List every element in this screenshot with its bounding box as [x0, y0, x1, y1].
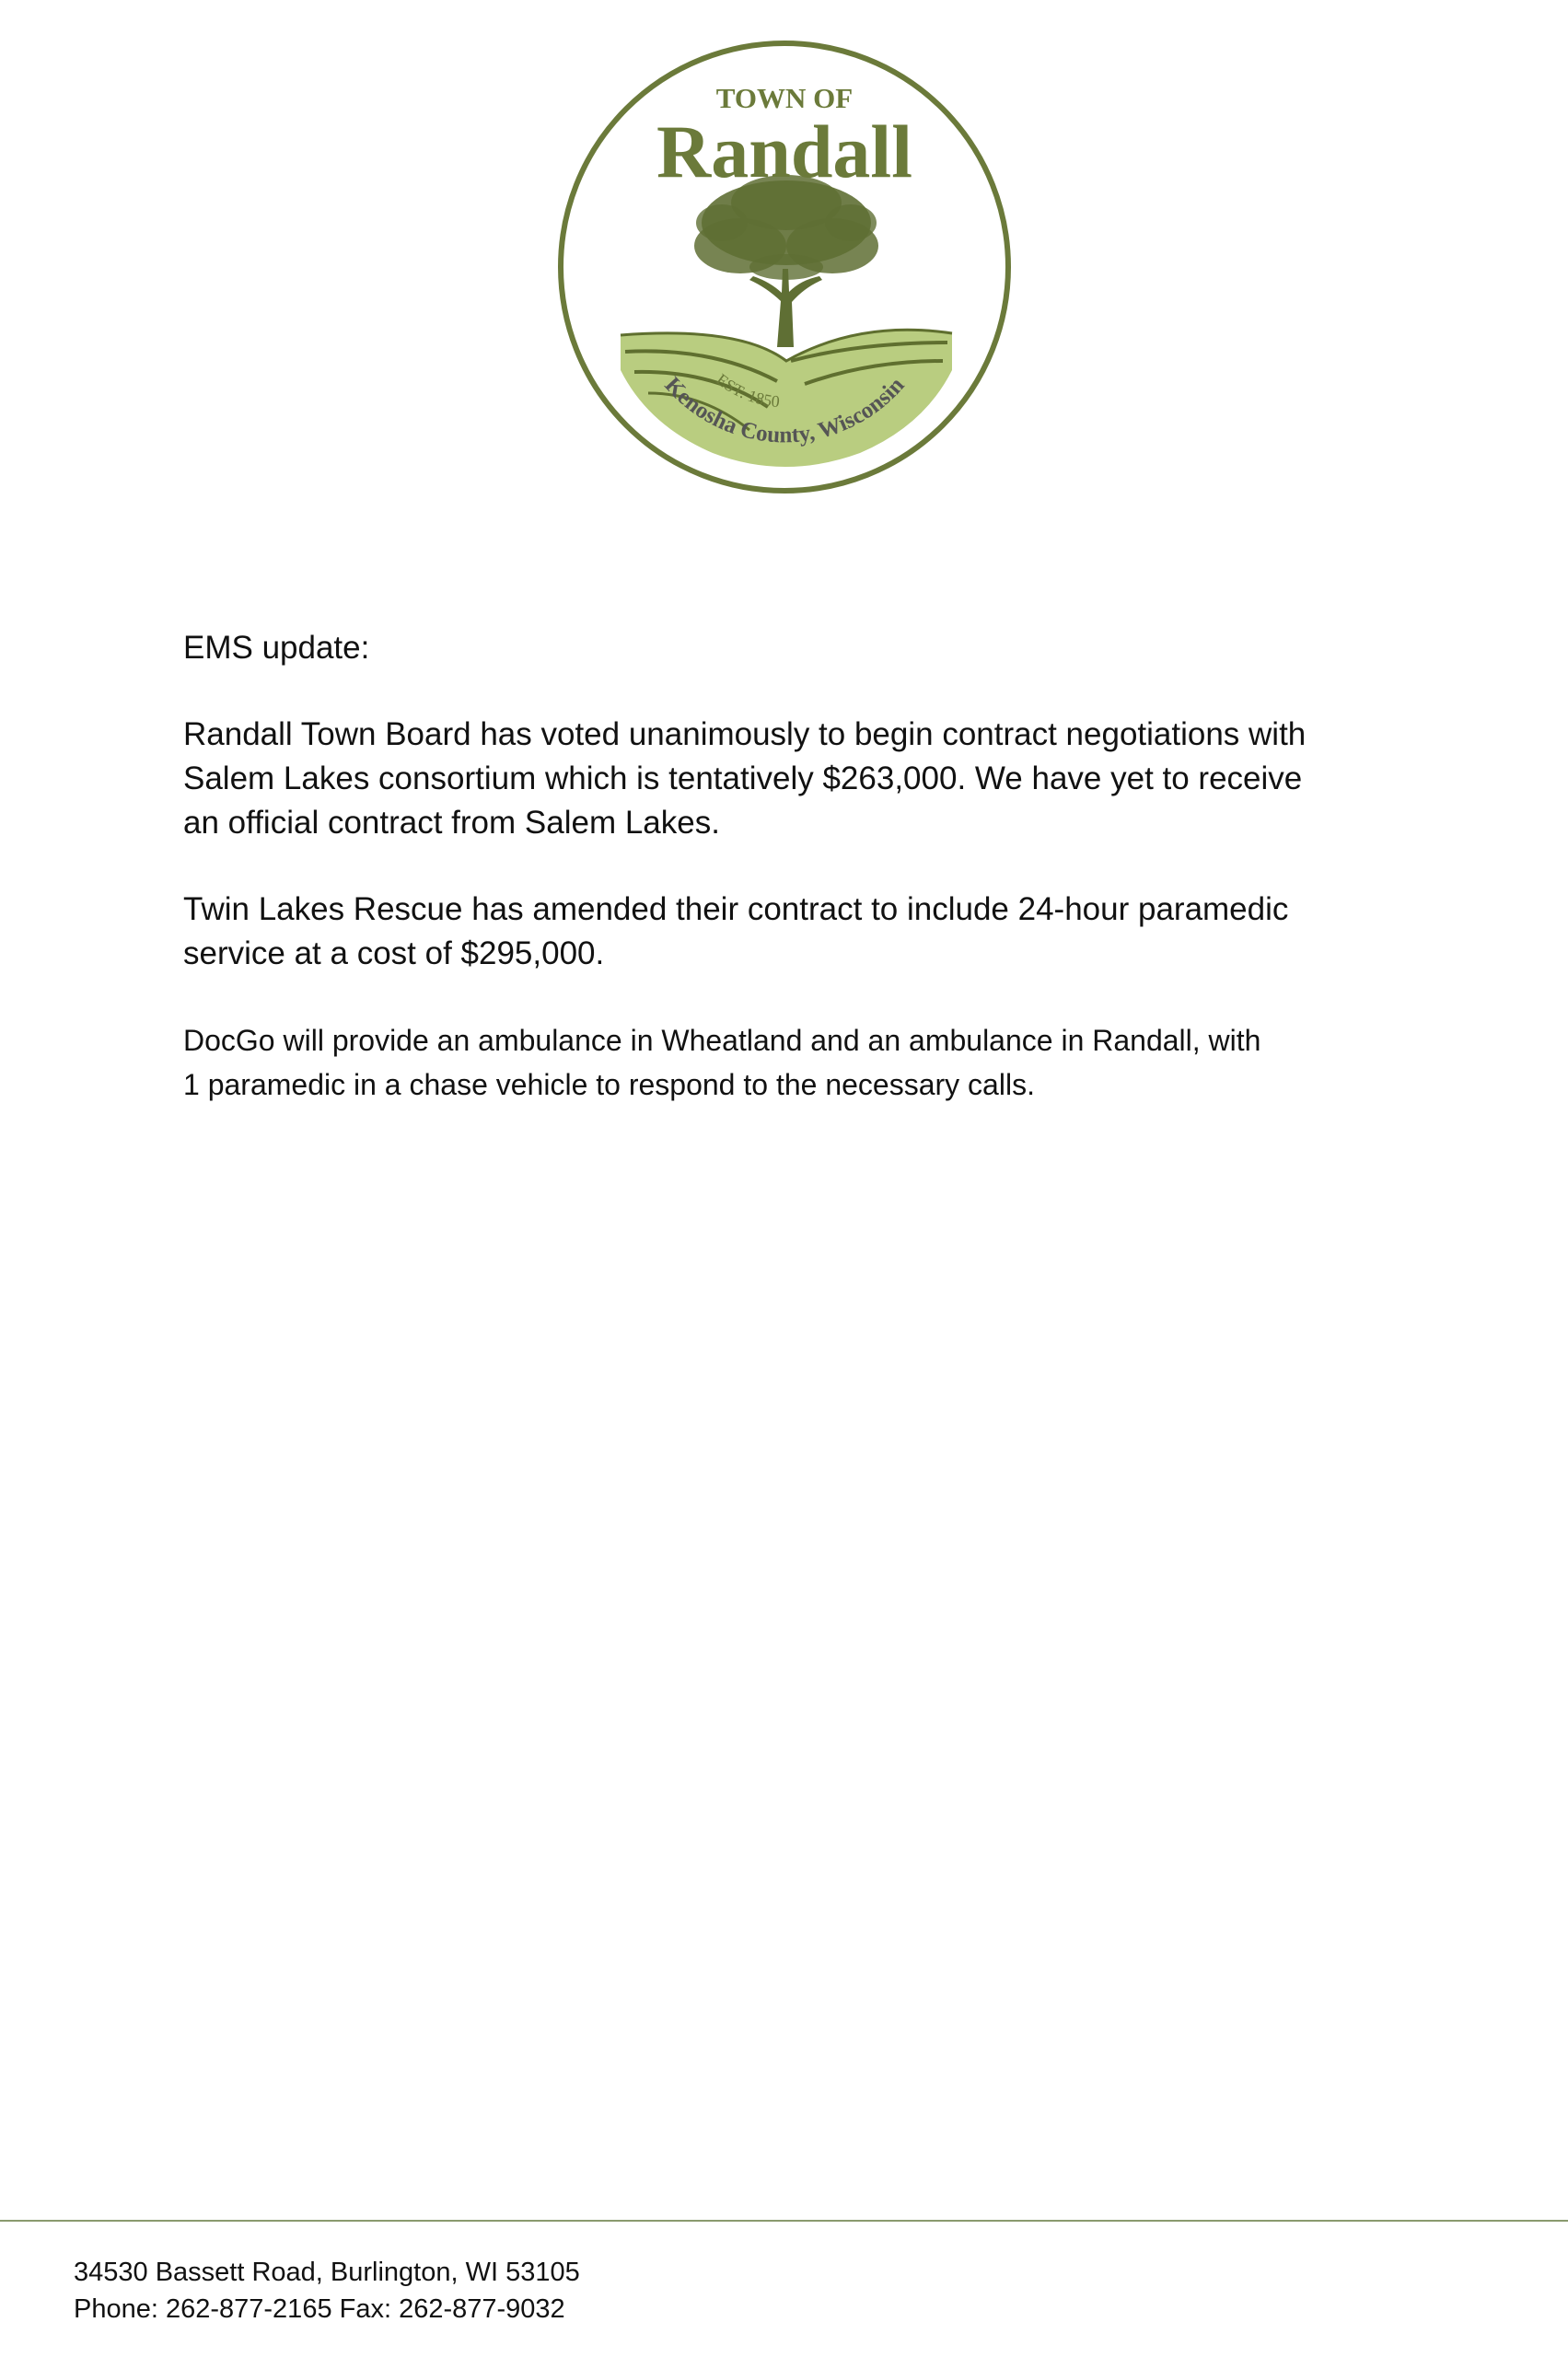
paragraph-twin-lakes — [183, 888, 1380, 976]
footer-address: 34530 Bassett Road, Burlington, WI 53105 — [74, 2258, 580, 2287]
paragraph-line: DocGo will provide an ambulance in Wheatland and an ambulance in Randall, with — [183, 1024, 1261, 1057]
document-body — [183, 626, 1380, 1149]
seal-established: EST. 1850 — [713, 369, 781, 412]
paragraph-line: an official contract from Salem Lakes. — [183, 805, 720, 841]
paragraph-line: Salem Lakes consortium which is tentatively $263,000. We have yet to receive — [183, 761, 1303, 796]
seal-county: Kenosha County, Wisconsin — [659, 372, 910, 448]
paragraph-docgo — [183, 1018, 1380, 1107]
footer-divider — [0, 2220, 1568, 2222]
paragraph-line: Twin Lakes Rescue has amended their contract to include 24-hour paramedic — [183, 891, 1289, 927]
seal-town-name: Randall — [656, 110, 912, 193]
footer — [74, 2254, 580, 2328]
footer-contact: Phone: 262-877-2165 Fax: 262-877-9032 — [74, 2294, 565, 2324]
paragraph-line: Randall Town Board has voted unanimously to begin contract negotiations with — [183, 716, 1307, 752]
town-seal-logo — [556, 39, 1013, 495]
seal-top-text: TOWN OF — [715, 82, 854, 114]
paragraph-line: 1 paramedic in a chase vehicle to respond to the necessary calls. — [183, 1068, 1035, 1101]
paragraph-line: service at a cost of $295,000. — [183, 935, 605, 971]
document-heading: EMS update: — [183, 630, 370, 666]
paragraph-salem-lakes — [183, 713, 1380, 845]
